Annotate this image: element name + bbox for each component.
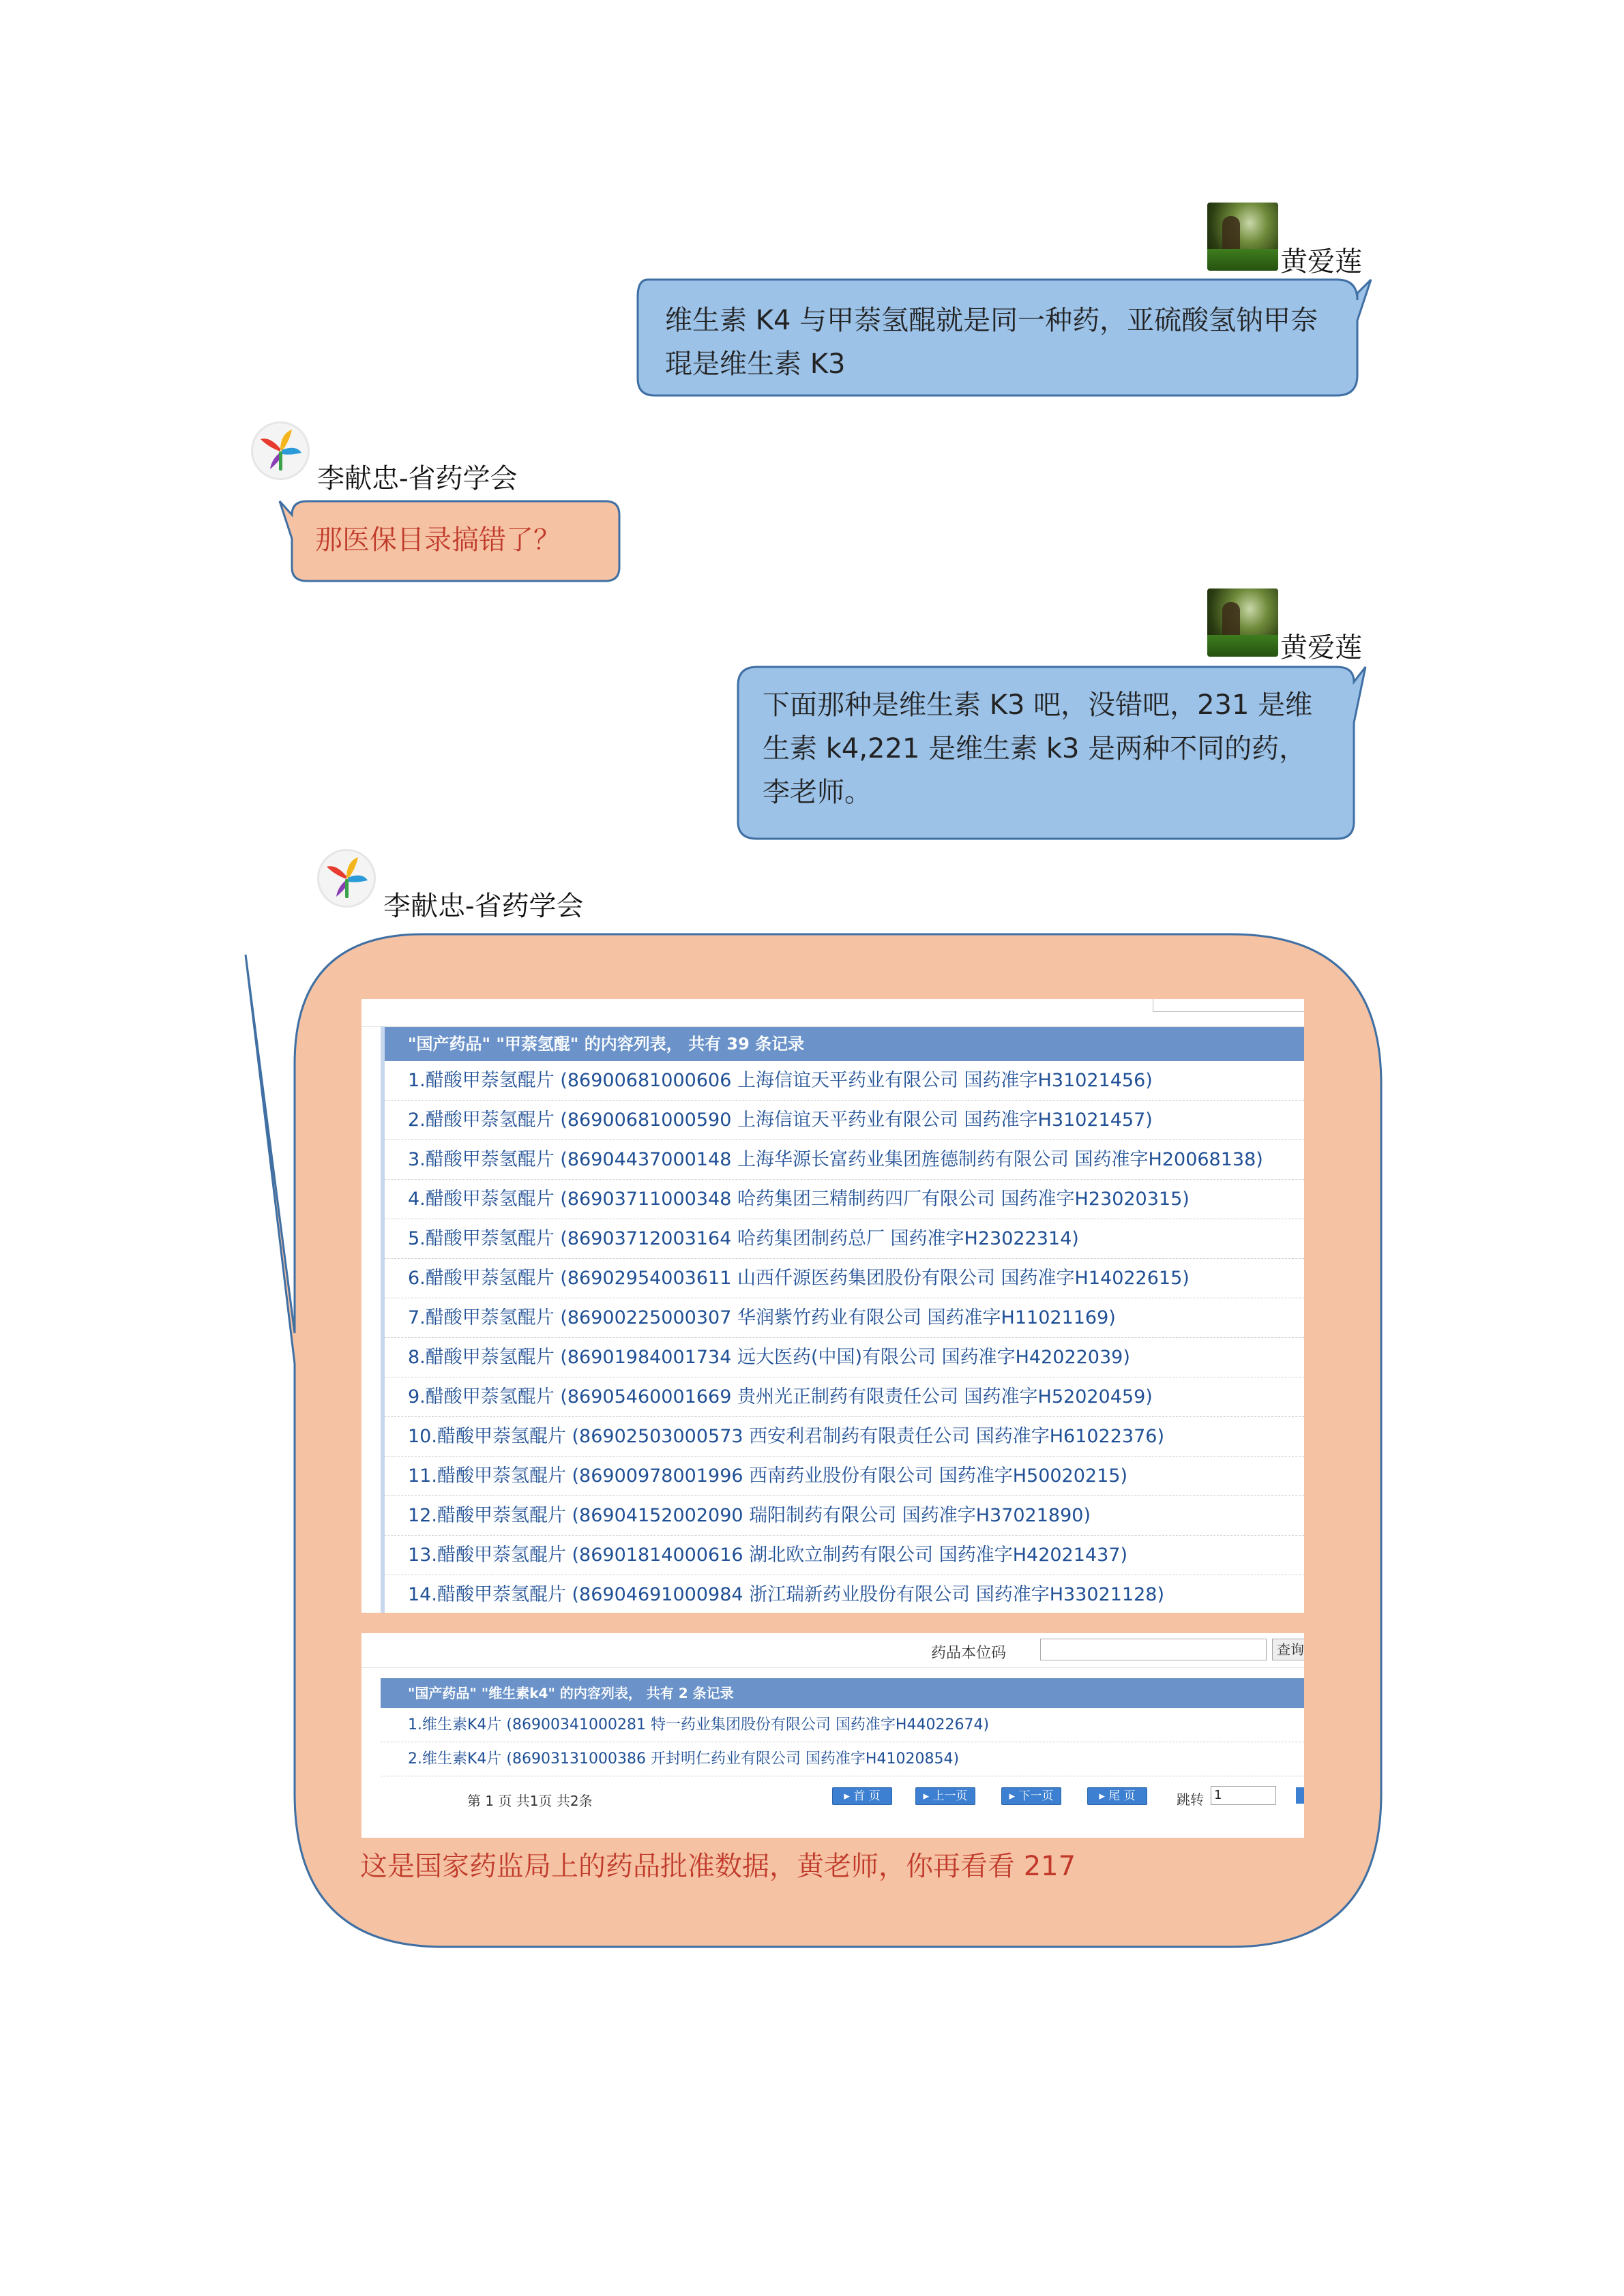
list-item[interactable]: 11.醋酸甲萘氢醌片 (86900978001996 西南药业股份有限公司 国药准字H50020215) (381, 1457, 1304, 1496)
drug-list-screenshot (361, 999, 1304, 1613)
message-text: 维生素 K4 与甲萘氢醌就是同一种药，亚硫酸氢钠甲奈琨是维生素 K3 (665, 305, 1318, 380)
go-button[interactable] (1296, 1787, 1304, 1804)
last-page-button[interactable]: ▸ 尾 页 (1087, 1787, 1147, 1805)
list-item[interactable]: 1.醋酸甲萘氢醌片 (86900681000606 上海信谊天平药业有限公司 国药准字H31021456) (381, 1061, 1304, 1101)
list-item[interactable]: 1.维生素K4片 (86900341000281 特一药业集团股份有限公司 国药准字H44022674) (381, 1708, 1304, 1742)
search-input[interactable] (1153, 999, 1304, 1012)
drug-code-input[interactable] (1040, 1639, 1267, 1660)
sender-name: 李献忠-省药学会 (317, 463, 518, 494)
list-item[interactable]: 12.醋酸甲萘氢醌片 (86904152002090 瑞阳制药有限公司 国药准字H37021890) (381, 1496, 1304, 1536)
prev-page-button[interactable]: ▸ 上一页 (915, 1787, 975, 1805)
list-item[interactable]: 9.醋酸甲萘氢醌片 (86905460001669 贵州光正制药有限责任公司 国药准字H52020459) (381, 1377, 1304, 1417)
sender-name: 黄爱莲 (1280, 632, 1362, 664)
pharma-logo-icon (251, 421, 310, 480)
sender-avatar[interactable] (251, 421, 310, 480)
list-item[interactable]: 3.醋酸甲萘氢醌片 (86904437000148 上海华源长富药业集团旌德制药有限公司 国药准字H20068138) (381, 1140, 1304, 1180)
search-label: 药品本位码 (931, 1645, 1007, 1662)
first-page-button[interactable]: ▸ 首 页 (832, 1787, 892, 1805)
list-item[interactable]: 7.醋酸甲萘氢醌片 (86900225000307 华润紫竹药业有限公司 国药准字H11021169) (381, 1298, 1304, 1338)
jump-label: 跳转 (1177, 1791, 1204, 1808)
message-text: 下面那种是维生素 K3 吧，没错吧，231 是维生素 k4,221 是维生素 k3 是两种不同的药，李老师。 (763, 689, 1313, 808)
message-text: 这是国家药监局上的药品批准数据，黄老师，你再看看 217 (360, 1851, 1076, 1882)
pharma-logo-icon (317, 849, 376, 908)
list-item[interactable]: 8.醋酸甲萘氢醌片 (86901984001734 远大医药(中国)有限公司 国药准字H42022039) (381, 1338, 1304, 1377)
sender-avatar[interactable] (1207, 203, 1278, 271)
list-item[interactable]: 14.醋酸甲萘氢醌片 (86904691000984 浙江瑞新药业股份有限公司 国药准字H33021128) (381, 1575, 1304, 1613)
pagination-text: 第 1 页 共1页 共2条 (467, 1793, 593, 1809)
message-text: 那医保目录搞错了？ (315, 524, 561, 556)
list-item[interactable]: 13.醋酸甲萘氢醌片 (86901814000616 湖北欧立制药有限公司 国药准字H42021437) (381, 1536, 1304, 1575)
list-item[interactable]: 2.维生素K4片 (86903131000386 开封明仁药业有限公司 国药准字H41020854) (381, 1742, 1304, 1776)
sender-name: 黄爱莲 (1280, 246, 1362, 278)
next-page-button[interactable]: ▸ 下一页 (1001, 1787, 1061, 1805)
list-item[interactable]: 10.醋酸甲萘氢醌片 (86902503000573 西安利君制药有限责任公司 国药准字H61022376) (381, 1417, 1304, 1457)
sender-avatar[interactable] (1207, 588, 1278, 657)
list-item[interactable]: 4.醋酸甲萘氢醌片 (86903711000348 哈药集团三精制药四厂有限公司 国药准字H23020315) (381, 1180, 1304, 1219)
list-header: "国产药品" "维生素k4" 的内容列表， 共有 2 条记录 (381, 1678, 1304, 1708)
sender-name: 李献忠-省药学会 (383, 891, 584, 922)
list-header: "国产药品" "甲萘氢醌" 的内容列表， 共有 39 条记录 (381, 1027, 1304, 1061)
search-bar (361, 1633, 1304, 1668)
search-button[interactable]: 查询 (1272, 1639, 1304, 1660)
list-item[interactable]: 6.醋酸甲萘氢醌片 (86902954003611 山西仟源医药集团股份有限公司 国药准字H14022615) (381, 1259, 1304, 1298)
jump-input[interactable]: 1 (1211, 1786, 1276, 1805)
sender-avatar[interactable] (317, 849, 376, 908)
list-item[interactable]: 2.醋酸甲萘氢醌片 (86900681000590 上海信谊天平药业有限公司 国药准字H31021457) (381, 1101, 1304, 1140)
vitamin-k4-screenshot (361, 1633, 1304, 1838)
list-item[interactable]: 5.醋酸甲萘氢醌片 (86903712003164 哈药集团制药总厂 国药准字H23022314) (381, 1219, 1304, 1259)
top-search-bar (361, 999, 1304, 1027)
